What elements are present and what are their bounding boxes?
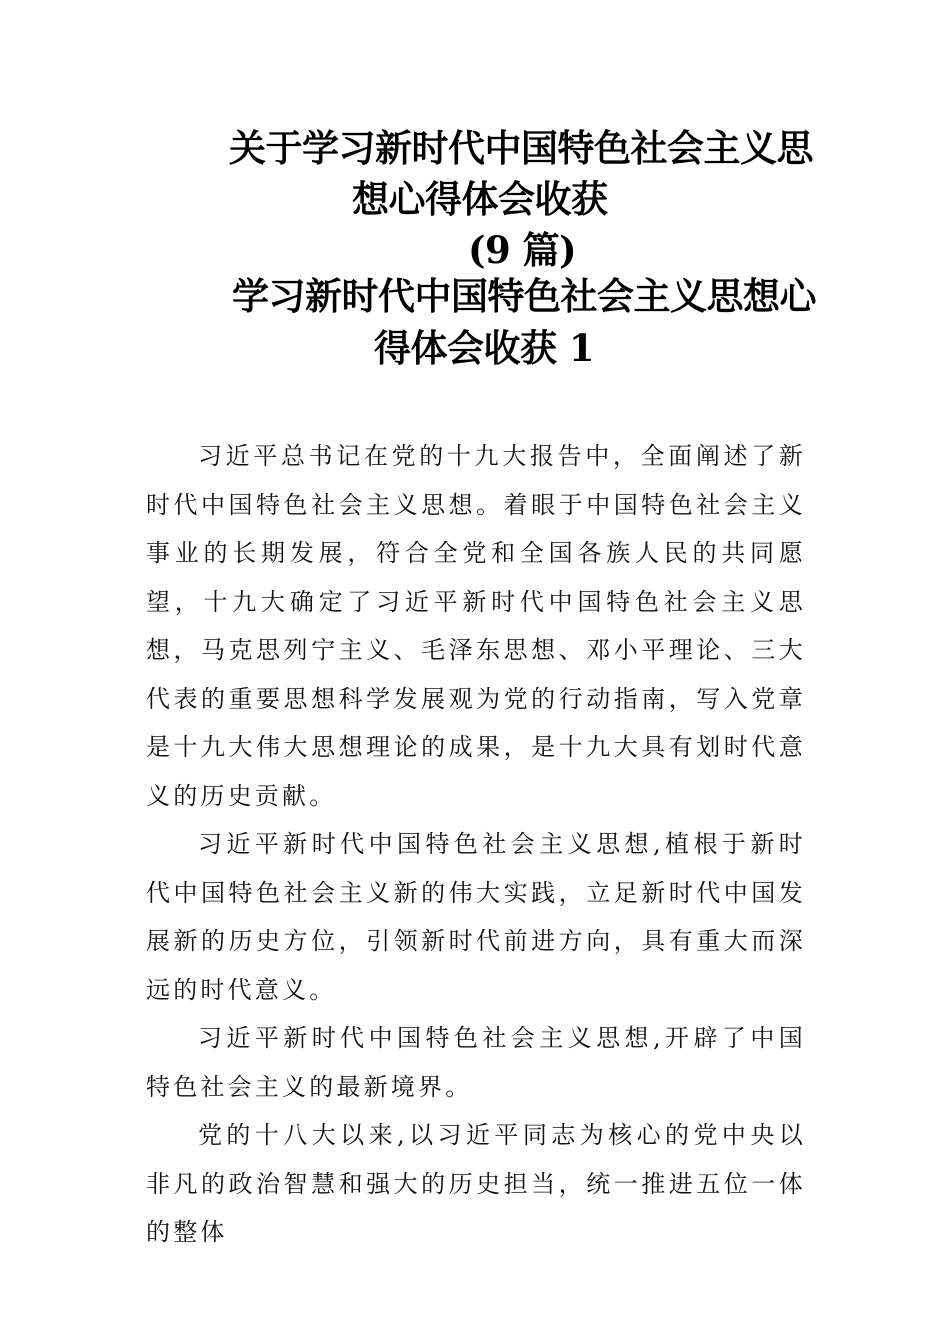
- paragraph-1: 习近平总书记在党的十九大报告中，全面阐述了新时代中国特色社会主义思想。着眼于中国特色社会主义事业的长期发展，符合全党和全国各族人民的共同愿望，十九大确定了习近平新时代中国特色社会主义思想，马克思列宁主义、毛泽东思想、邓小平理论、三大代表的重要思想科学发展观为党的行动指南，写入党章是十九大伟大思想理论的成果，是十九大具有划时代意义的历史贡献。: [146, 442, 806, 810]
- subtitle-line-2: 得体会收获 1: [374, 326, 595, 370]
- paragraph-4: 党的十八大以来,以习近平同志为核心的党中央以非凡的政治智慧和强大的历史担当，统一推进五位一体的整体: [146, 1121, 806, 1246]
- subtitle-line-1: 学习新时代中国特色社会主义思想心: [232, 274, 816, 318]
- title-line-2: 想心得体会收获: [352, 177, 608, 221]
- paragraph-2: 习近平新时代中国特色社会主义思想,植根于新时代中国特色社会主义新的伟大实践，立足新时代中国发展新的历史方位，引领新时代前进方向，具有重大而深远的时代意义。: [146, 830, 806, 1004]
- document-body: [146, 432, 806, 1257]
- paragraph-3: 习近平新时代中国特色社会主义思想,开辟了中国特色社会主义的最新境界。: [146, 1024, 806, 1101]
- title-line-3: (9 篇): [468, 228, 577, 272]
- title-line-1: 关于学习新时代中国特色社会主义思: [229, 126, 813, 170]
